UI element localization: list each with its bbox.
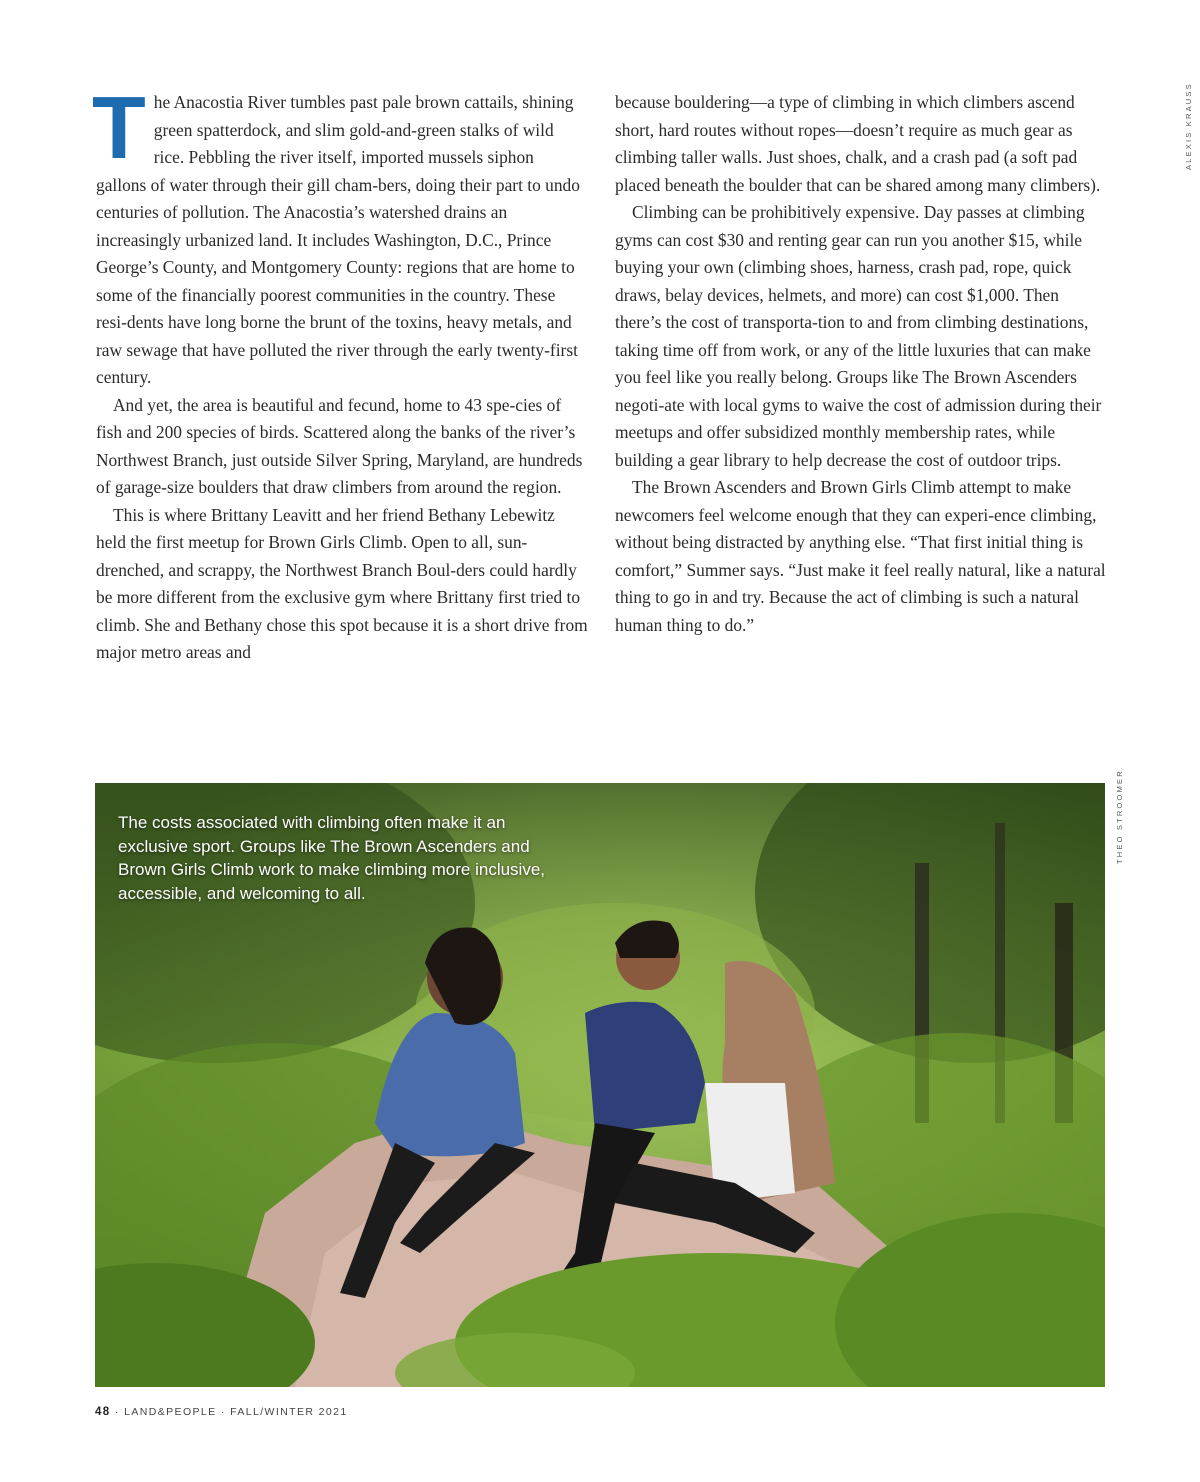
photo-credit: THEO STROOMER: [1115, 769, 1124, 864]
drop-cap: T: [92, 78, 146, 177]
paragraph-6: The Brown Ascenders and Brown Girls Climb attempt to make newcomers feel welcome enough that they can experi-ence climbing, without being distracted by anything else. “That first initial thing is comfort,” Summer says. “Just make it feel really natural, like a natural thing to go in and try. Because the act of climbing is such a natural human thing to do.”: [615, 477, 1106, 635]
paragraph-5: Climbing can be prohibitively expensive. Day passes at climbing gyms can cost $30 and renting gear can run you another $15, while buying your own (climbing shoes, harness, crash pad, rope, quick draws, belay devices, helmets, and more) can cost $1,000. Then there’s the cost of transporta-tion to and from climbing destinations, taking time off from work, or any of the little luxuries that can make you feel like you really belong. Groups like The Brown Ascenders negoti-ate with local gyms to waive the cost of admission during their meetups and offer subsidized monthly membership rates, while building a gear library to help decrease the cost of outdoor trips.: [615, 202, 1102, 470]
page-footer: [95, 1406, 348, 1418]
paragraph-2: And yet, the area is beautiful and fecund, home to 43 spe-cies of fish and 200 species of birds. Scattered along the banks of the river’s Northwest Branch, just outside Silver Spring, Maryland, are hundreds of garage-size boulders that draw climbers from around the region.: [96, 394, 583, 497]
page-number: 48: [95, 1406, 111, 1418]
publication-info: · LAND&PEOPLE · FALL/WINTER 2021: [114, 1406, 348, 1418]
paragraph-3: This is where Brittany Leavitt and her friend Bethany Lebewitz held the first meetup for Brown Girls Climb. Open to all, sun-drenched, and scrappy, the Northwest Branch Boul-ders could hardly be more different from the exclusive gym where Brittany first tried to climb. She and Bethany chose this spot because it is a short drive from major metro areas and: [96, 504, 588, 662]
paragraph-1-text: he Anacostia River tumbles past pale brown cattails, shining green spatterdock, and slim gold-and-green stalks of wild rice. Pebbling the river itself, imported mussels siphon gallons of water through their gill cham-bers, doing their part to undo centuries of pollution. The Anacostia’s watershed drains an increasingly urbanized land. It includes Washington, D.C., Prince George’s County, and Montgomery County: regions that are home to some of the financially poorest communities in the country. These resi-dents have long borne the brunt of the toxins, heavy metals, and raw sewage that have polluted the river through the early twenty-first century.: [96, 92, 580, 387]
photo-caption: The costs associated with climbing often make it an exclusive sport. Groups like The Brown Ascenders and Brown Girls Climb work to make climbing more inclusive, accessible, and welcoming to all.: [118, 813, 546, 903]
photo-credit-top: ALEXIS KRAUSS: [1184, 82, 1193, 170]
left-column: [92, 78, 588, 667]
paragraph-1: [92, 78, 588, 392]
paragraph-4: because bouldering—a type of climbing in which climbers ascend short, hard routes without ropes—doesn’t require as much gear as climbing taller walls. Just shoes, chalk, and a crash pad (a soft pad placed beneath the boulder that can be shared among many climbers).: [615, 92, 1101, 195]
right-column: [615, 89, 1107, 639]
